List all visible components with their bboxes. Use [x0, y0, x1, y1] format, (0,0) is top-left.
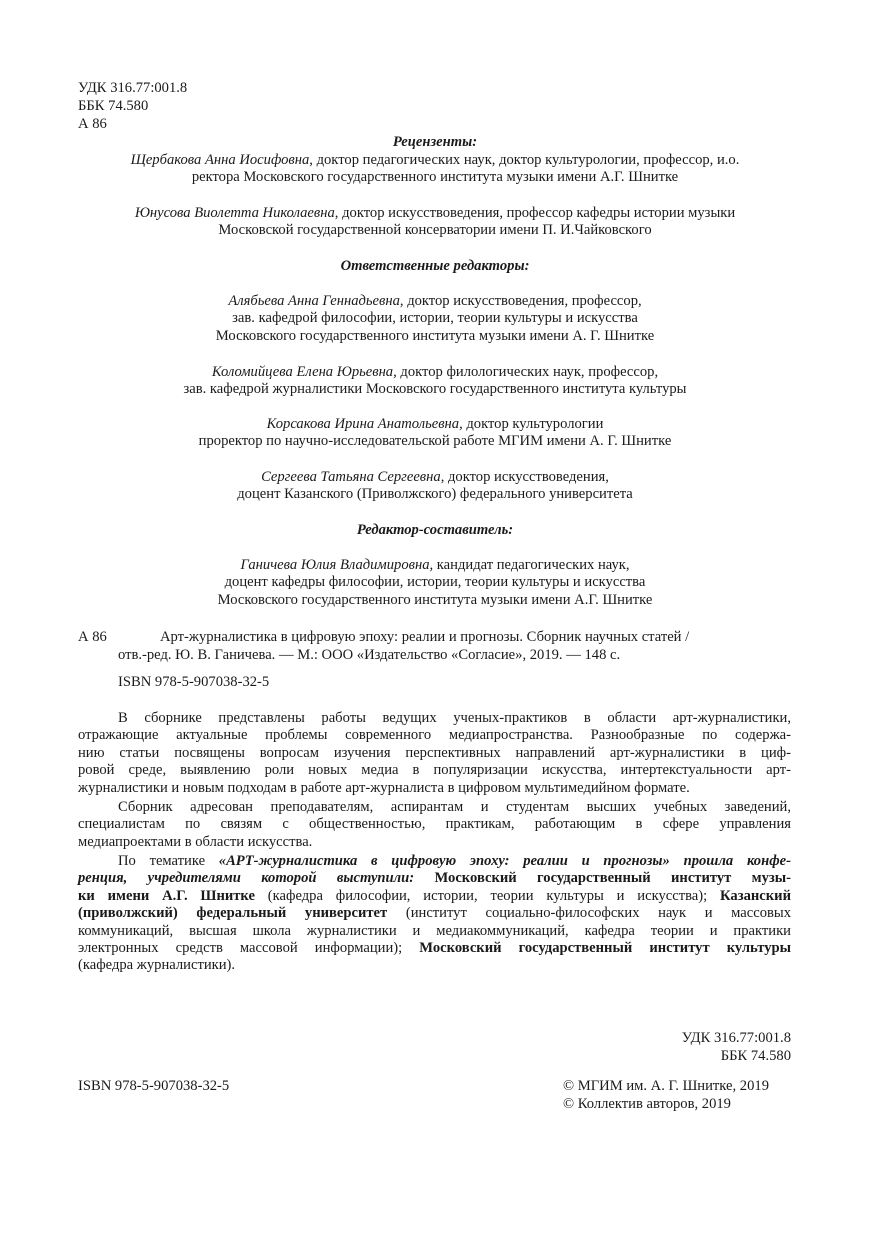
abstract-p3-line: [78, 870, 791, 887]
conference-title: «АРТ-журналистика в цифровую эпоху: реалии и прогнозы» прошла конфе-: [218, 853, 791, 869]
editor-2-line1: доктор филологических наук, профессор,: [396, 364, 659, 380]
abstract-p3-line: коммуникаций, высшая школа журналистики и медиакоммуникаций, кафедра теории и практики: [78, 922, 791, 939]
reviewer-2-line1: , доктор искусствоведения, профессор кафедры истории музыки: [334, 205, 736, 221]
editor-4-name: Сергеева Татьяна Сергеевна: [261, 469, 441, 485]
bib-isbn: ISBN 978-5-907038-32-5: [118, 674, 270, 690]
compiler-name: Ганичева Юлия Владимировна,: [240, 557, 434, 573]
abstract-p2-line: медиапроектами в области искусства.: [78, 833, 313, 850]
copyright-2: © Коллектив авторов, 2019: [563, 1096, 731, 1112]
abstract-p3-line: [78, 940, 791, 957]
editor-3: [60, 416, 810, 451]
p3-org-3: Московский государственный институт культуры: [419, 940, 792, 957]
editor-2-line2: зав. кафедрой журналистики Московского государственного института культуры: [183, 381, 687, 398]
editor-3-name: Корсакова Ирина Анатольевна: [266, 416, 460, 432]
abstract-p2-line: Сборник адресован преподавателям, аспирантам и студентам высших учебных заведений,: [118, 799, 791, 815]
p3-text: электронных средств массовой информации);: [78, 940, 420, 957]
footer-udk: УДК 316.77:001.8: [681, 1030, 791, 1046]
abstract-p2-line: специалистам по связям с общественностью, практикам, работающим в сфере управления: [78, 816, 791, 833]
reviewer-2-line2: Московской государственной консерватории имени П. И.Чайковского: [218, 222, 652, 239]
p3-founders-label: ренция, учредителями которой выступили:: [78, 870, 415, 887]
editor-1-name: Алябьева Анна Геннадьевна: [228, 293, 400, 309]
editor-4: [60, 469, 810, 504]
editor-1: [60, 293, 810, 345]
bib-line2: отв.-ред. Ю. В. Ганичева. — М.: ООО «Издательство «Согласие», 2019. — 148 с.: [118, 647, 621, 663]
abstract-p3-line: [78, 853, 791, 870]
reviewers-heading: Рецензенты:: [392, 134, 478, 150]
p3-org-2b: (приволжский) федеральный университет: [78, 905, 388, 922]
p3-text: По тематике: [118, 853, 219, 869]
editor-1-line1: , доктор искусствоведения, профессор,: [399, 293, 642, 309]
compiler-line2: доцент кафедры философии, истории, теории культуры и искусства: [224, 574, 646, 591]
abstract-p1-line: нию статьи посвящены вопросам изучения перспективных направлений арт-журналистики в циф-: [78, 744, 791, 761]
reviewer-2-name: Юнусова Виолетта Николаевна: [134, 205, 335, 221]
editor-3-line1: , доктор культурологии: [459, 416, 604, 432]
bib-line1: Арт-журналистика в цифровую эпоху: реалии и прогнозы. Сборник научных статей /: [160, 629, 690, 645]
reviewer-2: [60, 205, 810, 240]
abstract-p3-line: (кафедра журналистики).: [78, 957, 236, 974]
abstract-paragraph-3: [78, 853, 791, 975]
p3-text: (кафедра философии, истории, теории культуры и искусства);: [254, 887, 721, 904]
abstract-p1-line: ровой среде, выявлению роли новых медиа в популяризации искусства, интертекстуальности арт-: [78, 762, 791, 779]
abstract-paragraph-1: [78, 710, 791, 797]
reviewer-1-line2: ректора Московского государственного института музыки имени А.Г. Шнитке: [191, 169, 679, 186]
abstract-p1-line: отражающие актуальные проблемы современного медиапространства. Разнообразные по содержа-: [78, 727, 791, 744]
p3-org-1a: Московский государственный институт музы-: [414, 870, 791, 887]
reviewer-1-name: Щербакова Анна Иосифовна,: [130, 152, 313, 168]
udk-code: УДК 316.77:001.8: [78, 80, 188, 96]
editor-3-line2: проректор по научно-исследовательской работе МГИМ имени А. Г. Шнитке: [198, 433, 672, 450]
compiler-heading: Редактор-составитель:: [356, 522, 514, 538]
copyright-1: © МГИМ им. А. Г. Шнитке, 2019: [563, 1078, 769, 1094]
reviewer-1-line1: доктор педагогических наук, доктор культурологии, профессор, и.о.: [312, 152, 740, 168]
author-mark: А 86: [78, 116, 107, 132]
editor-4-line1: , доктор искусствоведения,: [440, 469, 609, 485]
abstract-p1-line: журналистики и новым подходам в работе арт-журналиста в цифровом мультимедийном формате.: [78, 779, 690, 796]
abstract-paragraph-2: [78, 799, 791, 851]
p3-org-2a: Казанский: [720, 887, 791, 904]
editor-1-line3: Московского государственного института музыки имени А. Г. Шнитке: [215, 327, 655, 344]
editors-heading: Ответственные редакторы:: [340, 258, 530, 274]
compiler: [60, 557, 810, 609]
bbk-code: ББК 74.580: [78, 98, 149, 114]
editor-2-name: Коломийцева Елена Юрьевна,: [211, 364, 397, 380]
bib-mark: А 86: [78, 629, 107, 645]
editor-4-line2: доцент Казанского (Приволжского) федерального университета: [237, 486, 633, 503]
p3-org-1b: ки имени А.Г. Шнитке: [78, 887, 255, 904]
compiler-line1: кандидат педагогических наук,: [433, 557, 630, 573]
p3-text: (институт социально-философских наук и массовых: [387, 905, 791, 922]
footer-bbk: ББК 74.580: [720, 1048, 791, 1064]
abstract-p3-line: [78, 905, 791, 922]
abstract-p3-line: [78, 888, 791, 905]
reviewer-1: [60, 152, 810, 187]
editor-2: [60, 364, 810, 399]
abstract-p1-line: В сборнике представлены работы ведущих ученых-практиков в области арт-журналистики,: [118, 710, 791, 726]
compiler-line3: Московского государственного института музыки имени А.Г. Шнитке: [217, 591, 653, 608]
footer-isbn: ISBN 978-5-907038-32-5: [78, 1078, 230, 1094]
editor-1-line2: зав. кафедрой философии, истории, теории культуры и искусства: [232, 310, 638, 327]
